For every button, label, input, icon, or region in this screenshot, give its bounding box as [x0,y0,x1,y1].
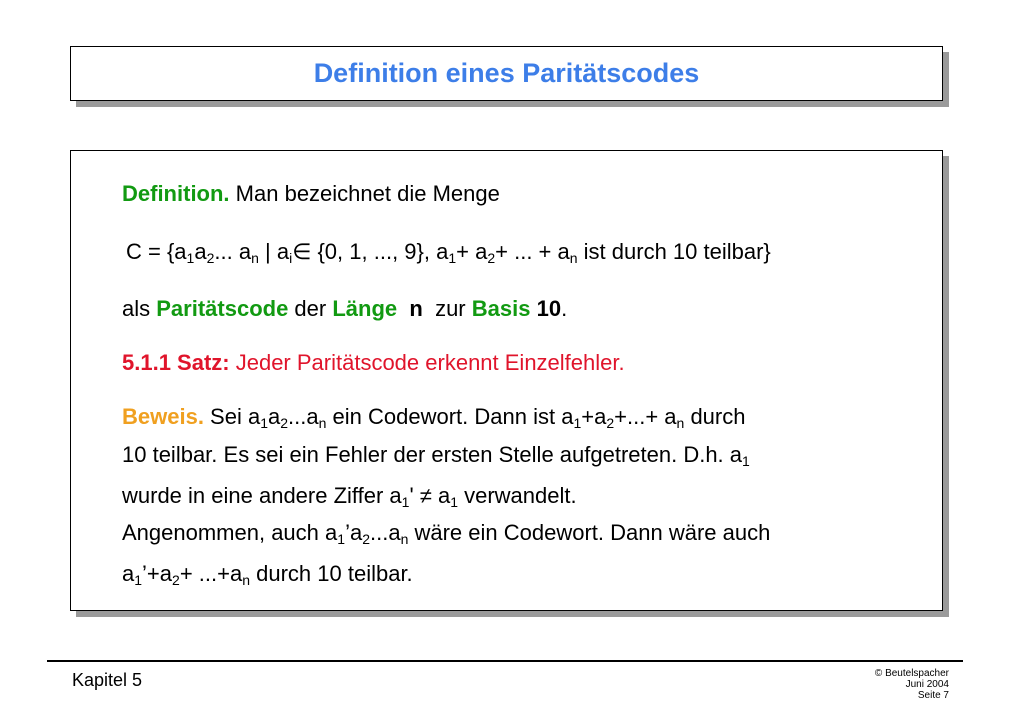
theorem-line [122,350,625,376]
theorem-text: Jeder Paritätscode erkennt Einzelfehler. [229,350,625,375]
term-basis: Basis [471,296,531,321]
term-paritaetscode: Paritätscode [156,296,289,321]
set-definition-line: $C = \{a_1a_2$... $a_n$ | $a_i\in$ {0, 1, ..., 9}, $a_1+ a_2+$ ... + $a_n$ ist durch 10 teilbar} [126,239,771,266]
title-box [70,46,943,101]
footer-date: Juni 2004 [905,679,949,690]
proof-line-1: Beweis. Sei $a_1a_2...a_n$ ein Codewort. Dann ist $a_1+a_2+...+ a_n$ durch [122,404,746,431]
definition-line [122,181,500,207]
term-laenge: Länge [332,296,398,321]
definition-text: Man bezeichnet die Menge [235,181,500,206]
proof-line-5: $a_1’+a_2+ ...+a_n$ durch 10 teilbar. [122,561,413,588]
proof-label: Beweis. [122,404,204,429]
footer-credits [875,668,949,701]
footer-copyright: © Beutelspacher [874,668,949,679]
definition-label: Definition. [122,181,230,206]
proof-line-4: Angenommen, auch $a_1’a_2...a_n$ wäre ein Codewort. Dann wäre auch [122,520,771,547]
footer-chapter: Kapitel 5 [72,670,143,690]
theorem-label: 5.1.1 Satz: [122,350,230,375]
proof-line-3: wurde in eine andere Ziffer $a_1' \ne a_1$ verwandelt. [122,483,577,510]
slide-title: Definition eines Paritätscodes [313,58,700,88]
footer-divider [47,660,963,662]
proof-line-2: 10 teilbar. Es sei ein Fehler der ersten Stelle aufgetreten. D.h. $a_1$ [122,442,750,469]
parity-code-line: als Paritätscode der Länge n zur Basis 10. [122,296,568,321]
footer-page: Seite 7 [917,690,949,701]
content-box [70,150,943,611]
